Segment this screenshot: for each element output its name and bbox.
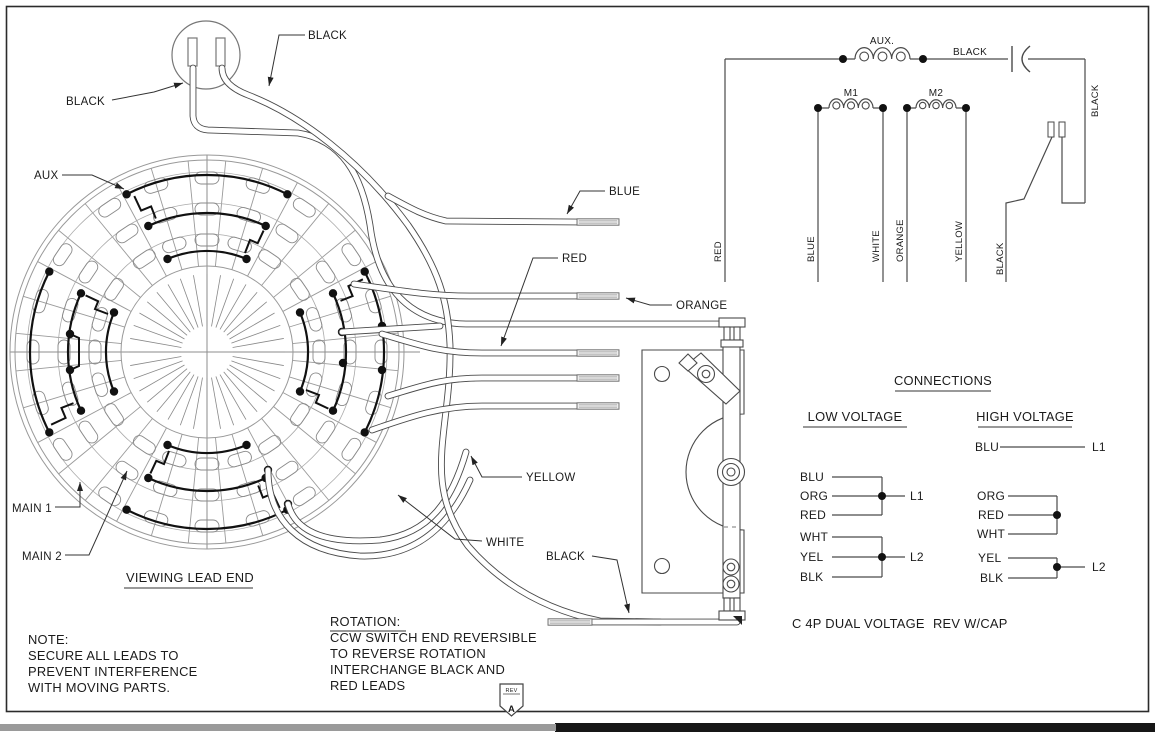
high-row-wht: WHT [977, 527, 1006, 541]
red-lead-label: RED [562, 253, 588, 265]
black-left-leader [112, 83, 183, 100]
low-l2: L2 [910, 550, 924, 564]
switch-contact [1059, 122, 1065, 137]
capacitor-can [172, 21, 240, 89]
schematic-black-top-label: BLACK [952, 47, 988, 58]
yellow-leader [471, 456, 522, 477]
high-voltage-title: HIGH VOLTAGE [976, 409, 1074, 424]
high-l1: L1 [1092, 440, 1106, 454]
high-row-yel: YEL [978, 551, 1002, 565]
sheet-border [7, 7, 1149, 712]
note-line: WITH MOVING PARTS. [28, 680, 171, 695]
schematic-black-switch-label: BLACK [995, 242, 1006, 275]
junction-dot [1053, 511, 1061, 519]
main1-leader [55, 482, 80, 507]
high-row-blk: BLK [980, 571, 1004, 585]
black-top-leader [269, 35, 305, 86]
junction-dot [878, 492, 886, 500]
low-row-red: RED [800, 508, 827, 522]
low-row-blk: BLK [800, 570, 824, 584]
switch-contact [1048, 122, 1054, 137]
schematic-white-label: WHITE [871, 230, 882, 262]
black-top-label: BLACK [308, 30, 347, 42]
schematic-blue-label: BLUE [806, 236, 817, 262]
model-designation: C 4P DUAL VOLTAGE [792, 616, 925, 631]
high-row-blu: BLU [975, 440, 1000, 454]
rail-boss-small-center [727, 563, 735, 571]
schematic-yellow-label: YELLOW [954, 220, 965, 262]
aux-label: AUX [34, 170, 59, 182]
connections-title: CONNECTIONS [893, 373, 993, 388]
white-lead-label: WHITE [486, 537, 525, 549]
schematic-m1-label: M1 [843, 88, 859, 99]
top-clip-leg [734, 327, 740, 340]
high-row-red: RED [978, 508, 1005, 522]
blue-leader [567, 191, 605, 214]
rotation-line: INTERCHANGE BLACK AND [330, 662, 506, 677]
junction-dot [1053, 563, 1061, 571]
blue-lead-label: BLUE [609, 186, 641, 198]
black-bottom-leader [592, 556, 629, 613]
stator-winding-diagram [10, 155, 420, 549]
capacitor-terminal-right [216, 38, 225, 66]
switch-bracket-assembly [642, 318, 745, 625]
mounting-hole [655, 367, 670, 382]
low-row-org: ORG [800, 489, 829, 503]
schematic-aux-label: AUX. [869, 36, 895, 47]
rotation-title: ROTATION: [330, 614, 401, 629]
schematic-red-label: RED [713, 241, 724, 262]
high-l2: L2 [1092, 560, 1106, 574]
actuator-pivot-center [702, 370, 710, 378]
aux-leader [62, 175, 124, 189]
main2-leader [65, 471, 127, 555]
low-row-yel: YEL [800, 550, 824, 564]
rev-value: A [507, 704, 516, 715]
bottom-clip-leg [734, 598, 740, 611]
reversing-designation: REV W/CAP [933, 616, 1008, 631]
viewing-lead-end-caption: VIEWING LEAD END [126, 570, 254, 585]
orange-leader [626, 298, 672, 305]
note-line: PREVENT INTERFERENCE [28, 664, 198, 679]
schematic [713, 36, 1101, 282]
low-row-wht: WHT [800, 530, 829, 544]
orange-lead-label: ORANGE [676, 300, 728, 312]
note-title: NOTE: [28, 632, 69, 647]
high-voltage-links [1000, 447, 1085, 578]
text-blocks [28, 570, 537, 695]
labels [12, 30, 727, 563]
top-clip-base [721, 340, 743, 347]
schematic-orange-label: ORANGE [895, 219, 906, 262]
low-row-blu: BLU [800, 470, 825, 484]
rotation-line: TO REVERSE ROTATION [330, 646, 486, 661]
main1-label: MAIN 1 [12, 503, 52, 515]
red-leader [501, 258, 558, 346]
capacitor-terminal-left [188, 38, 197, 66]
low-l1: L1 [910, 489, 924, 503]
low-voltage-title: LOW VOLTAGE [807, 409, 903, 424]
junction-dot [878, 553, 886, 561]
inductor-coils [829, 48, 956, 109]
scan-strip [0, 723, 1155, 732]
yellow-lead-label: YELLOW [526, 472, 576, 484]
connections-section [792, 373, 1106, 631]
rail-boss-small-center [727, 580, 735, 588]
top-clip-leg [724, 327, 730, 340]
stranded-wire-tips [548, 219, 619, 625]
black-left-label: BLACK [66, 96, 105, 108]
main2-label: MAIN 2 [22, 551, 62, 563]
low-voltage-links [832, 477, 905, 577]
schematic-black-right-label: BLACK [1090, 84, 1101, 117]
note-line: SECURE ALL LEADS TO [28, 648, 179, 663]
rotation-line: RED LEADS [330, 678, 406, 693]
rail-boss-center [727, 468, 735, 476]
top-clip [719, 318, 745, 327]
mounting-hole [655, 559, 670, 574]
black-lead-label: BLACK [546, 551, 585, 563]
high-row-org: ORG [977, 489, 1006, 503]
schematic-m2-label: M2 [928, 88, 944, 99]
rotation-line: CCW SWITCH END REVERSIBLE [330, 630, 537, 645]
bottom-clip-leg [724, 598, 730, 611]
rev-label: REV [505, 688, 518, 694]
